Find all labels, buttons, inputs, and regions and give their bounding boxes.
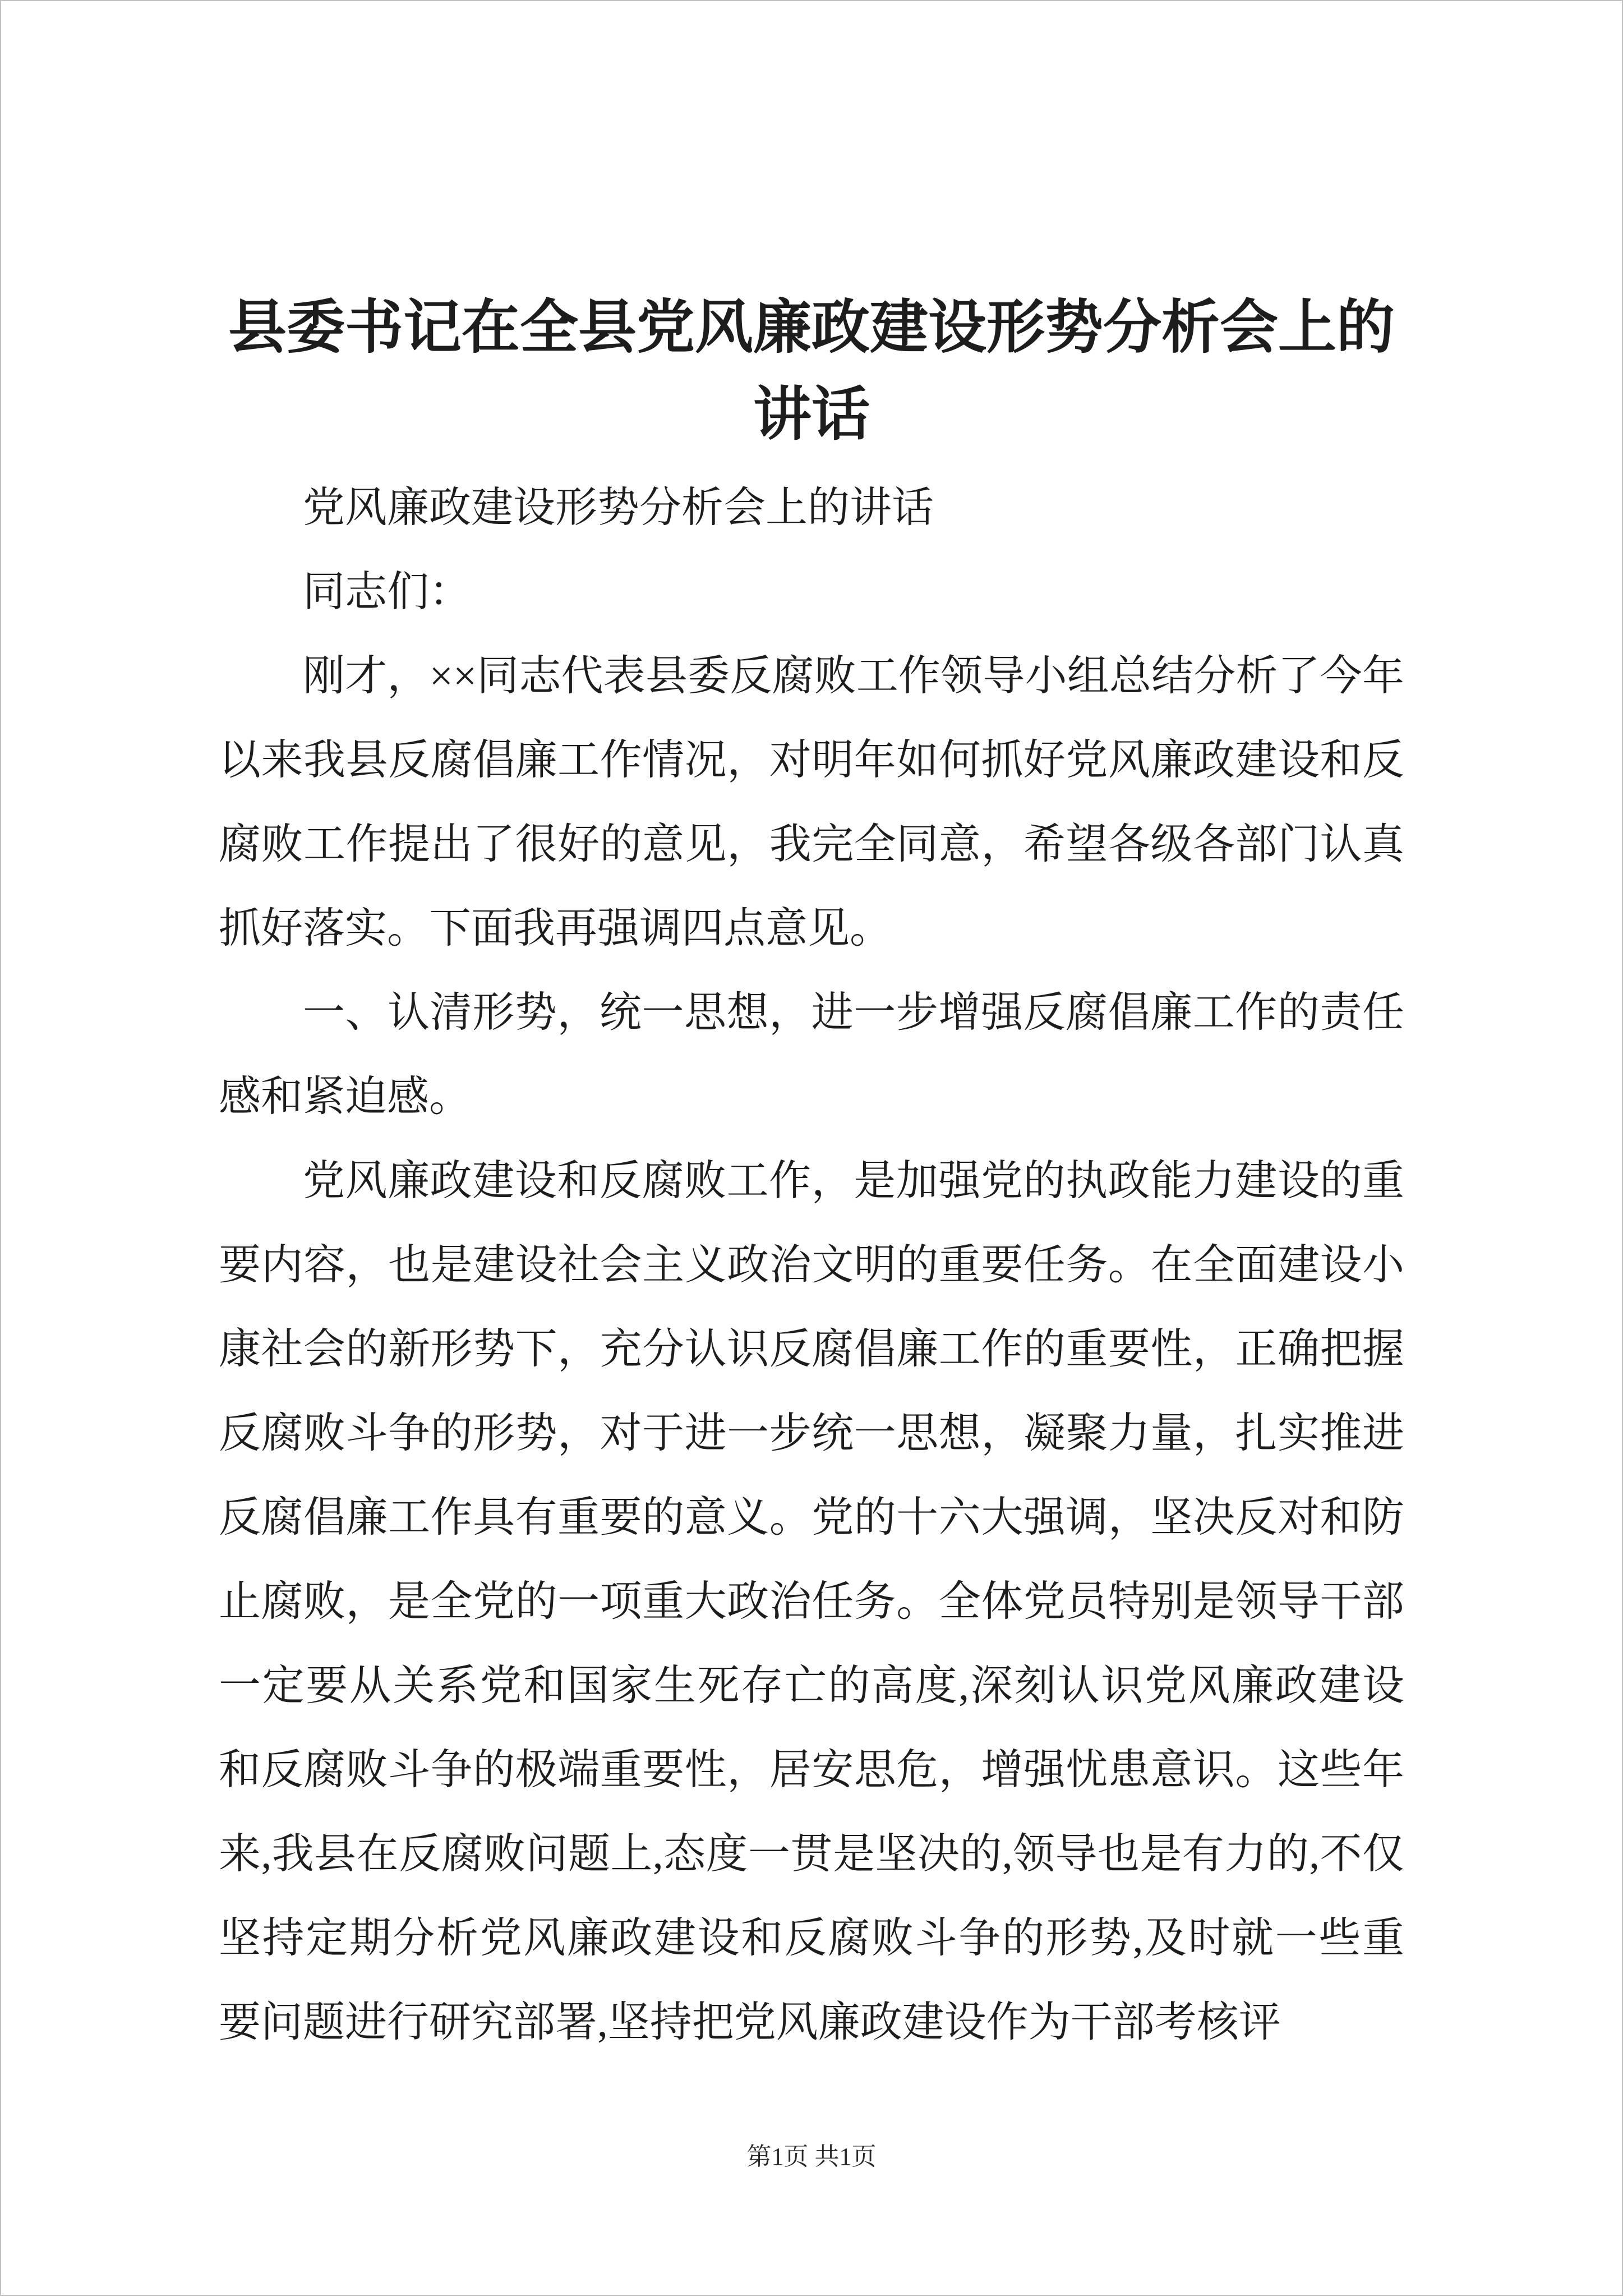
paragraph-subtitle: 党风廉政建设形势分析会上的讲话 (303, 485, 934, 531)
paragraph-salutation: 同志们： (303, 569, 472, 615)
page-number-label: 第1页 共1页 (746, 2143, 877, 2170)
paragraph-intro: 刚才，××同志代表县委反腐败工作领导小组总结分析了今年以来我县反腐倡廉工作情况，对明年如何抓好党风廉政建设和反腐败工作提出了很好的意见，我完全同意，希望各级各部门认真抓好落实。下面我再强调四点意见。 (219, 653, 1404, 952)
page-footer (1, 2141, 1622, 2173)
paragraph-section-body: 党风廉政建设和反腐败工作，是加强党的执政能力建设的重要内容，也是建设社会主义政治文明的重要任务。在全面建设小康社会的新形势下，充分认识反腐倡廉工作的重要性，正确把握反腐败斗争的形势，对于进一步统一思想，凝聚力量，扎实推进反腐倡廉工作具有重要的意义。党的十六大强调，坚决反对和防止腐败，是全党的一项重大政治任务。全体党员特别是领导干部一定要从关系党和国家生死存亡的高度,深刻认识党风廉政建设和反腐败斗争的极端重要性，居安思危，增强忧患意识。这些年来,我县在反腐败问题上,态度一贯是坚决的,领导也是有力的,不仅坚持定期分析党风廉政建设和反腐败斗争的形势,及时就一些重要问题进行研究部署,坚持把党风廉政建设作为干部考核评 (219, 1158, 1404, 2046)
document-body (1, 458, 1622, 2065)
document-title: 县委书记在全县党风廉政建设形势分析会上的讲话 (228, 296, 1395, 447)
paragraph-section-heading: 一、认清形势，统一思想，进一步增强反腐倡廉工作的责任感和紧迫感。 (219, 990, 1404, 1120)
